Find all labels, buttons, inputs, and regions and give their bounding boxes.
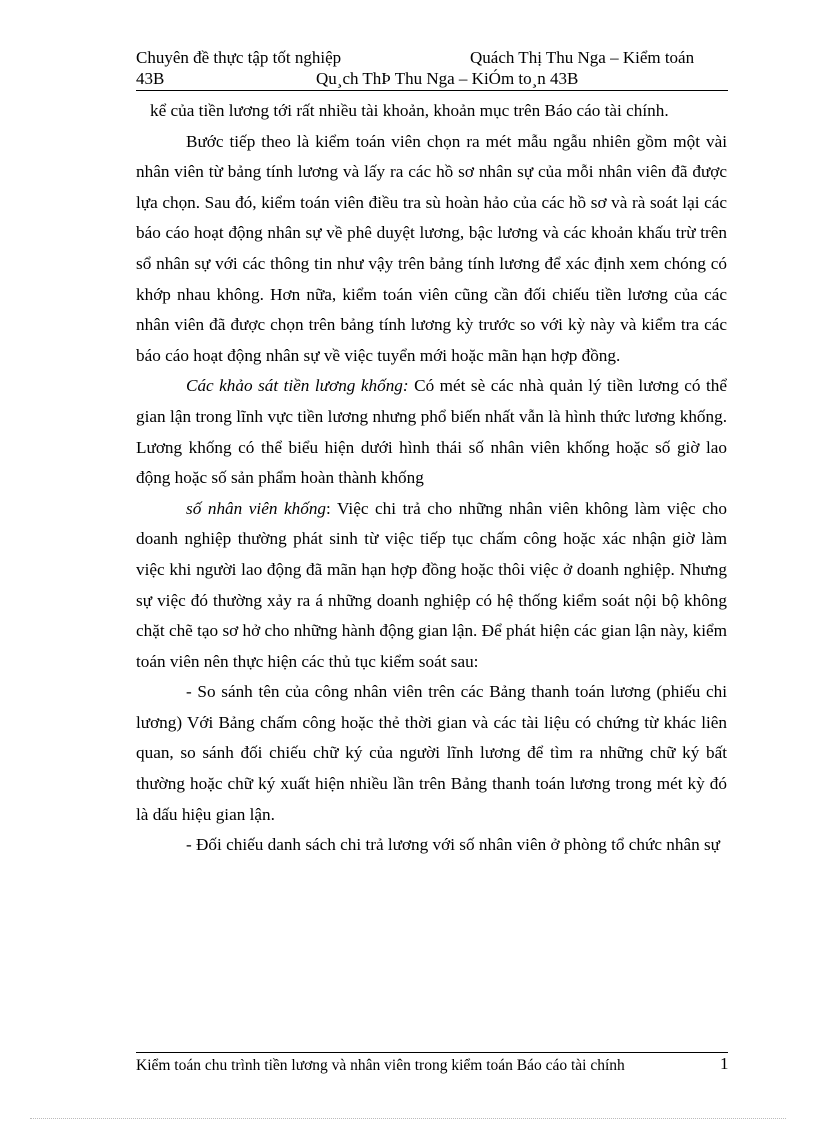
paragraph-text: : Việc chi trả cho những nhân viên không làm việc cho doanh nghiệp thường phát sinh từ việc tiếp tục chấm công hoặc xác nhận giờ làm việc khi người lao động đã mãn hạn hợp đồng hoặc thôi việc ở doanh nghiệp. Nhưng sự việc đó thường xảy ra á những doanh nghiệp có hệ thống kiểm soát nội bộ không chặt chẽ tạo sơ hở cho những hành động gian lận. Để phát hiện các gian lận này, kiểm toán viên nên thực hiện các thủ tục kiểm soát sau:	[136, 498, 727, 671]
bullet-paragraph: - Đối chiếu danh sách chi trả lương với số nhân viên ở phòng tổ chức nhân sự	[186, 835, 720, 855]
paragraph	[136, 494, 727, 678]
header-author: Quách Thị Thu Nga – Kiểm toán	[470, 48, 695, 67]
header-class: 43B	[136, 69, 165, 88]
footer-title: Kiểm toán chu trình tiền lương và nhân viên trong kiểm toán Báo cáo tài chính	[136, 1057, 625, 1074]
paragraph: kể của tiền lương tới rất nhiều tài khoản, khoản mục trên Báo cáo tài chính.	[150, 101, 669, 120]
paragraph-heading: số nhân viên khống	[186, 498, 327, 518]
page-break-line	[30, 1118, 786, 1119]
paragraph-heading: Các khảo sát tiền lương khống:	[186, 376, 409, 396]
paragraph-text: Có mét sè các nhà quản lý tiền lương có thể gian lận trong lĩnh vực tiền lương nhưng phổ biến nhất vẫn là hình thức lương khống. Lương khống có thể biểu hiện dưới hình thái số nhân viên khống hoặc số giờ lao động hoặc số sản phẩm hoàn thành khống	[136, 376, 727, 488]
paragraph	[136, 371, 727, 493]
paragraph: Bước tiếp theo là kiểm toán viên chọn ra mét mẫu ngẫu nhiên gồm một vài nhân viên từ bảng tính lương và lấy ra các hồ sơ nhân sự của mỗi nhân viên đã được lựa chọn. Sau đó, kiểm toán viên điều tra sù hoàn hảo của các hồ sơ và rà soát lại các báo cáo hoạt động nhân sự về phê duyệt lương, bậc lương và các khoản khấu trừ trên sổ nhân sự với các thông tin như vậy trên bảng tính lương để xác định xem chóng có khớp nhau không. Hơn nữa, kiểm toán viên cũng cần đối chiếu tiền lương của các nhân viên đã được chọn trên bảng tính lương kỳ trước so với kỳ này và kiểm tra các báo cáo hoạt động nhân sự về việc tuyển mới hoặc mãn hạn hợp đồng.	[136, 131, 727, 365]
header-author-legacy-encoding: Qu¸ch ThÞ Thu Nga – KiÓm to¸n 43B	[316, 69, 579, 88]
page-number: 1	[720, 1054, 729, 1073]
header-title: Chuyên đề thực tập tốt nghiệp	[136, 48, 342, 67]
body-text	[136, 96, 727, 861]
bullet-paragraph: - So sánh tên của công nhân viên trên các Bảng thanh toán lương (phiếu chi lương) Với Bảng chấm công hoặc thẻ thời gian và các tài liệu có chứng từ khác liên quan, so sánh đối chiếu chữ ký của người lĩnh lương để tìm ra những chữ ký bất thường hoặc chữ ký xuất hiện nhiều lần trên Bảng thanh toán lương trong mét kỳ đó là dấu hiệu gian lận.	[136, 682, 727, 824]
footer-divider	[136, 1052, 728, 1053]
header-divider	[136, 90, 728, 91]
